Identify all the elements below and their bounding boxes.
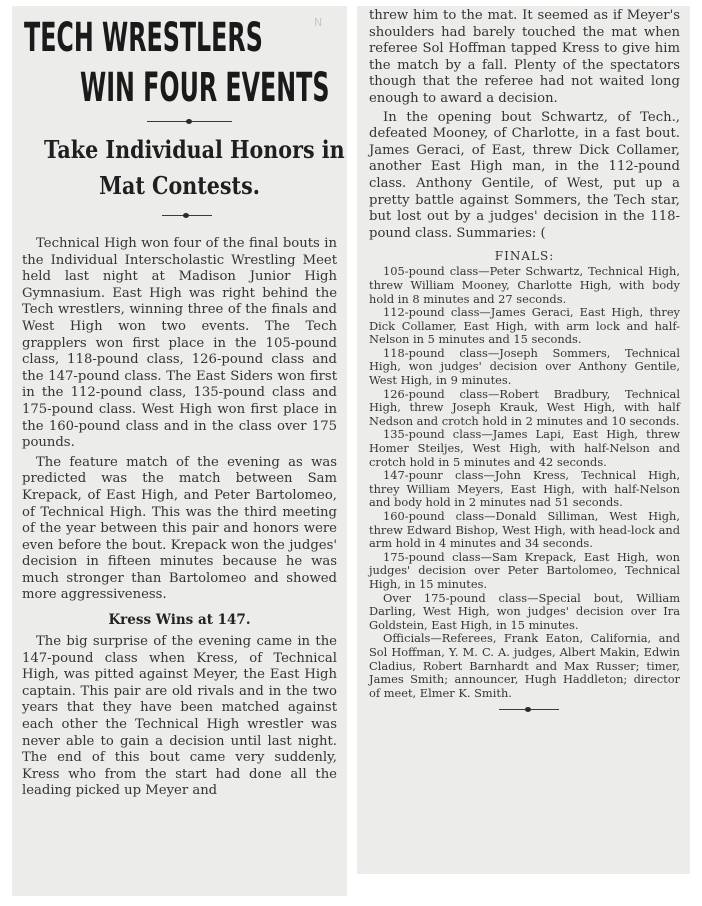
scan-mark: N (314, 16, 323, 29)
subheadline-divider (22, 210, 337, 220)
result-entry: 105-pound class—Peter Schwartz, Technical High, threw William Mooney, Charlotte High, with body hold in 8 minutes and 27 seconds. (369, 264, 680, 306)
headline-line-1: TECH WRESTLERS (24, 15, 263, 61)
result-entry: Over 175-pound class—Special bout, William Darling, West High, won judges' decision over Ira Goldstein, East High, in 15 minutes. (369, 590, 680, 632)
result-entry: 118-pound class—Joseph Sommers, Technical High, won judges' decision over Anthony Gentile, West High, in 9 minutes. (369, 345, 680, 388)
results-list (369, 265, 680, 700)
end-divider (369, 704, 680, 714)
result-entry: Officials—Referees, Frank Eaton, California, and Sol Hoffman, Y. M. C. A. judges, Albert Makin, Edwin Cladius, Robert Barnhardt and Max Russer; timer, James Smith; announcer, Hugh Haddleton; director of meet, Elmer K. Smith. (369, 631, 680, 700)
right-column (357, 6, 690, 874)
headline-line-2: WIN FOUR EVENTS (80, 65, 330, 111)
result-entry: 147-pounr class—John Kress, Technical High, threy William Meyers, East High, with half-Nelson and body hold in 2 minutes nad 51 seconds. (369, 468, 680, 510)
result-entry: 112-pound class—James Geraci, East High, threy Dick Collamer, East High, with arm lock and half-Nelson in 5 minutes and 15 seconds. (369, 305, 680, 347)
left-column (12, 6, 347, 896)
result-entry: 126-pound class—Robert Bradbury, Technical High, threw Joseph Krauk, West High, with half Nedson and crotch hold in 2 minutes and 10 seconds. (369, 386, 680, 428)
result-entry: 160-pound class—Donald Silliman, West High, threw Edward Bishop, West High, with head-lock and arm hold in 4 minutes and 34 seconds. (369, 509, 680, 551)
finals-heading: FINALS: (494, 249, 555, 264)
result-entry: 135-pound class—James Lapi, East High, threw Homer Steiljes, West High, with half-Nelson and crotch hold in 5 minutes and 42 seconds. (369, 427, 680, 469)
article-paragraph-5: In the opening bout Schwartz, of Tech., defeated Mooney, of Charlotte, in a fast bout. James Geraci, of East, threw Dick Collamer, another East High man, in the 112-pound class. Anthony Gentile, of West, put up a pretty battle against Sommers, the Tech star, but lost out by a judges' decision in the 118-pound class. Summaries: ( (369, 109, 680, 241)
result-entry: 175-pound class—Sam Krepack, East High, won judges' decision over Peter Bartolomeo, Technical High, in 15 minutes. (369, 549, 680, 591)
section-heading: Kress Wins at 147. (108, 612, 251, 629)
article-paragraph-4: threw him to the mat. It seemed as if Meyer's shoulders had barely touched the mat when referee Sol Hoffman tapped Kress to give him the match by a fall. Plenty of the spectators though that the referee had not waited long enough to award a decision. (369, 8, 680, 106)
subheadline-line-1: Take Individual Honors in (44, 135, 345, 164)
subheadline-line-2: Mat Contests. (99, 171, 260, 200)
article-paragraph-3: The big surprise of the evening came in the 147-pound class when Kress, of Technical High, was pitted against Meyer, the East High captain. This pair are old rivals and in the two years that they have been matched against each other the Technical High wrestler was never able to gain a decision until last night. The end of this bout came very suddenly, Kress who from the start had done all the leading picked up Meyer and (22, 634, 337, 799)
article-paragraph-1: Technical High won four of the final bouts in the Individual Interscholastic Wrestling Meet held last night at Madison Junior High Gymnasium. East High was right behind the Tech wrestlers, winning three of the finals and West High won two events. The Tech grapplers won first place in the 105-pound class, 118-pound class, 126-pound class and the 147-pound class. The East Siders won first in the 112-pound class, 135-pound class and 175-pound class. West High won first place in the 160-pound class and in the class over 175 pounds. (22, 236, 337, 451)
headline-divider (22, 116, 337, 126)
article-paragraph-2: The feature match of the evening as was predicted was the match between Sam Krepack, of East High, and Peter Bartolomeo, of Technical High. This was the third meeting of the year between this pair and honors were even before the bout. Krepack won the judges' decision in fifteen minutes because he was much stronger than Bartolomeo and showed more aggressiveness. (22, 454, 337, 603)
